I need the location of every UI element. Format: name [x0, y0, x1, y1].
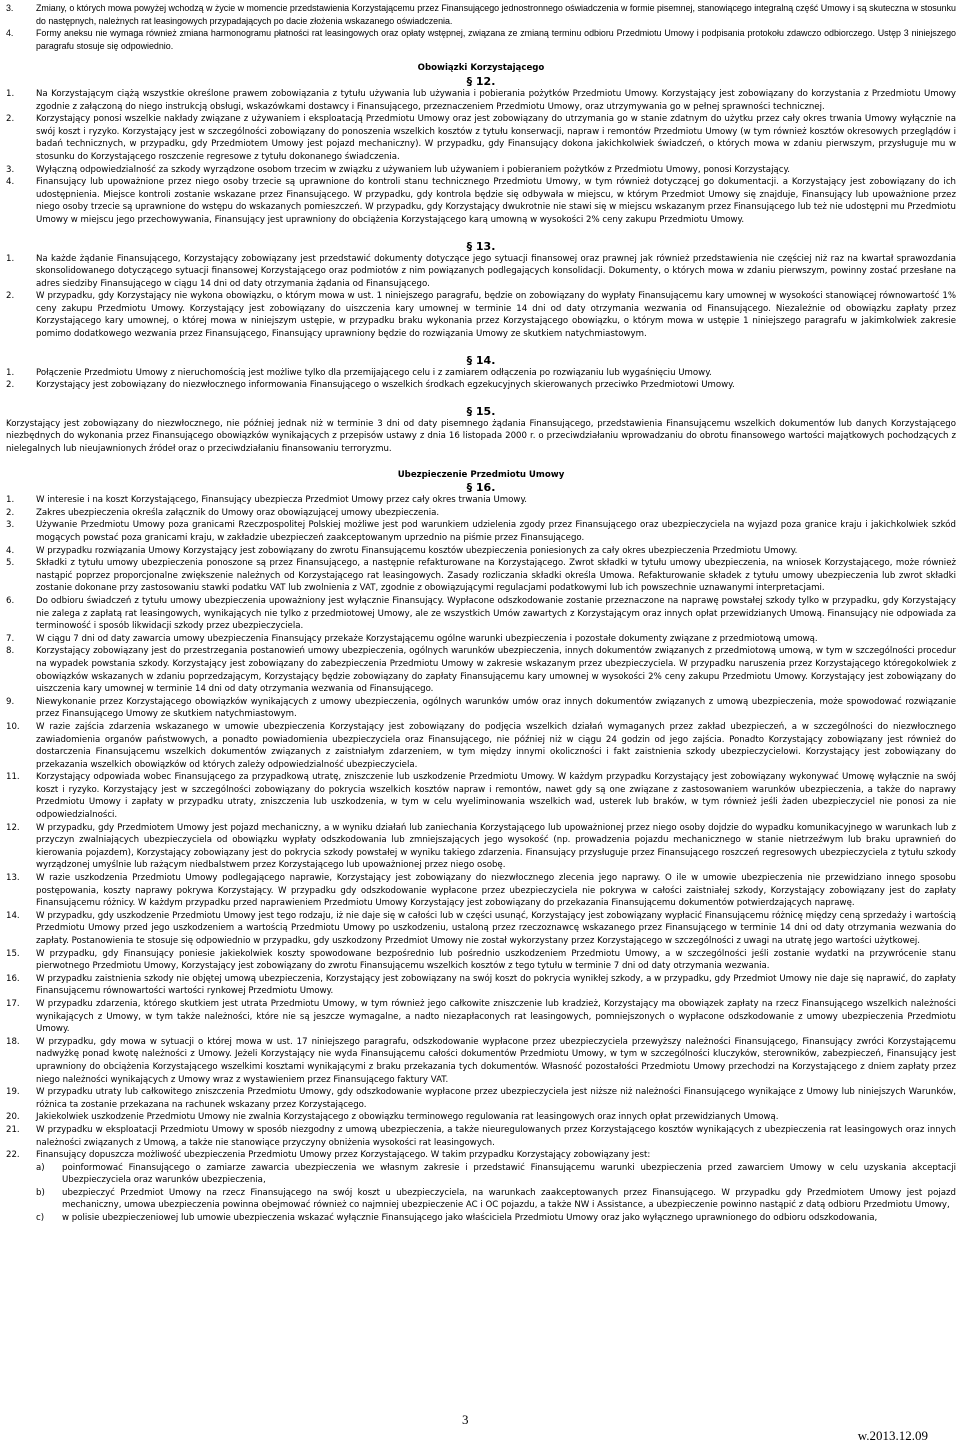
item-number: 2.	[6, 380, 15, 391]
item-text: W razie uszkodzenia Przedmiotu Umowy podlegającego naprawie, Korzystający jest zobowiązany do niezwłocznego zlecenia jego naprawy. O ile w umowie ubezpieczenia nie przewidziano innego sposobu postępowania, koszty naprawy pokrywa Korzystający. W przypadku gdy odszkodowanie wypłacone przez ubezpieczyciela nie pokrywa w całości zaistniałej szkody, Korzystający zobowiązany jest do zapłaty Finansującemu różnicy. W każdym przypadku przed naprawieniem Przedmiotu Umowy Korzystający jest zobowiązany do przekazania Finansującemu dokumentów potwierdzających naprawę.	[36, 873, 956, 909]
item-text: W przypadku, gdy mowa w sytuacji o której mowa w ust. 17 niniejszego paragrafu, odszkodowanie wypłacone przez ubezpieczyciela przewyższy należności Finansującego, Finansujący zwróci Korzystającemu nadwyżkę ponad kwotę należności z Umowy. Jeżeli Korzystający nie wyda Finansującemu całości dokumentów Przedmiotu Umowy, w tym w szczególności kluczyków, sterowników, zabezpieczeń, Finansujący jest uprawniony do obciążenia Korzystającego wszelkimi kosztami wynikającymi z braku przekazania tych dokumentów. Własność pozostałości Przedmiotu Umowy przechodzi na Korzystającego z dniem zapłaty przez niego należności wynikających z Umowy wraz z wystawieniem przez Finansującego faktury VAT.	[36, 1036, 956, 1085]
item-text: Połączenie Przedmiotu Umowy z nieruchomością jest możliwe tylko dla przemijającego celu i z zamiarem odłączenia po rozwiązaniu lub wygaśnięciu Umowy.	[36, 367, 712, 378]
item-number: 1.	[6, 495, 15, 506]
item-number: 8.	[6, 646, 15, 657]
section-15-text: Korzystający jest zobowiązany do niezwłocznego, nie później jednak niż w terminie 3 dni od daty pisemnego żądania Finansującego, przedstawienia Finansującemu wszelkich dokumentów lub danych Korzystającego niezbędnych do wykonania przez Finansującego obowiązków wynikających z przepisów ustawy z dnia 16 listopada 2000 r. o przeciwdziałaniu wprowadzaniu do obrotu finansowego wartości majątkowych pochodzących z nielegalnych lub nieujawnionych źródeł oraz o przeciwdziałaniu finansowaniu terroryzmu.	[6, 418, 956, 455]
list-item	[6, 494, 956, 507]
section-13-sign: § 13.	[466, 239, 496, 253]
item-text: W przypadku, gdy uszkodzenie Przedmiotu Umowy jest tego rodzaju, iż nie daje się w całości lub w części usunąć, Korzystający jest zobowiązany wypłacić Finansującemu różnicę między ceną sprzedaży i wartością Przedmiotu Umowy przed jego uszkodzeniem a wartością Przedmiotu Umowy po uszkodzeniu, ustaloną przez rzeczoznawcę wskazanego przez Finansującego w terminie 14 dni od daty otrzymania wezwania do zapłaty. Postanowienia te stosuje się odpowiednio w przypadku, gdy uszkodzony Przedmiot Umowy nie został wykorzystany przez Korzystającego w szczególności z uwagi na utratę jego wartości użytkowej.	[36, 910, 956, 946]
item-text: W przypadku zdarzenia, którego skutkiem jest utrata Przedmiotu Umowy, w tym również jego całkowite zniszczenie lub kradzież, Korzystający ma obowiązek zapłaty na rzecz Finansującego wszelkich należności wynikających z Umowy, w tym także należności, które nie są jeszcze wymagalne, a nadto niezapłaconych rat leasingowych, pomniejszonych o wypłacone odszkodowanie z umowy ubezpieczenia Przedmiotu Umowy.	[36, 998, 956, 1035]
item-text: poinformować Finansującego o zamiarze zawarcia ubezpieczenia we własnym zakresie i przedstawić Finansującemu warunki ubezpieczenia przed zawarciem Umowy w celu uzyskania akceptacji Ubezpieczyciela oraz warunków ubezpieczenia,	[62, 1162, 956, 1186]
document-body	[6, 2, 956, 1225]
section-13-list	[6, 253, 956, 341]
item-text: W przypadku w eksploatacji Przedmiotu Umowy w sposób niezgodny z umową ubezpieczenia, a także nieuregulowanych przez Korzystającego kosztów wynikających z ubezpieczenia rat leasingowych oraz innych należności związanych z Umową, a także nie stanowiące przyczyny obniżenia wysokości rat leasingowych.	[36, 1124, 956, 1148]
item-number: 18.	[6, 1036, 20, 1047]
list-item	[6, 367, 956, 380]
item-text: Zmiany, o których mowa powyżej wchodzą w życie w momencie przedstawienia Korzystającemu przez Finansującego jednostronnego oświadczenia w formie pisemnej, stanowiącego integralną część Umowy i są skuteczna w stosunku do następnych, należnych rat leasingowych przypadających po dacie złożenia wskazanego oświadczenia.	[36, 3, 956, 26]
sub-list-item	[6, 1212, 956, 1225]
section-12-sign: § 12.	[466, 74, 496, 88]
item-text: W przypadku, gdy Korzystający nie wykona obowiązku, o którym mowa w ust. 1 niniejszego paragrafu, będzie on zobowiązany do wypłaty Finansującemu kary umownej w wysokości stanowiącej równowartość 1% ceny zakupu Przedmiotu Umowy. Korzystający jest zobowiązany do uiszczenia kary umownej w terminie 14 dni od daty otrzymania wezwania od Finansującego. Niezależnie od obowiązku zapłaty przez Korzystającego kary umownej, o której mowa w niniejszym ustępie, w przypadku braku wykonania przez Korzystającego obowiązku, o którym mowa w ustępie 1 niniejszego paragrafu w jakimkolwiek zakresie pomimo dodatkowego wezwania przez Finansującego, Finansujący uprawniony będzie do rozwiązania Umowy ze skutkiem natychmiastowym.	[36, 291, 956, 340]
list-item	[6, 872, 956, 910]
item-number: 12.	[6, 822, 20, 833]
item-number: 9.	[6, 696, 15, 707]
item-text: Jakiekolwiek uszkodzenie Przedmiotu Umowy nie zwalnia Korzystającego z obowiązku terminowego regulowania rat leasingowych oraz innych opłat przewidzianych Umową.	[36, 1112, 779, 1123]
item-number: 17.	[6, 998, 20, 1009]
item-text: Formy aneksu nie wymaga również zmiana harmonogramu płatności rat leasingowych oraz opłaty wstępnej, związana ze zmianą terminu odbioru Przedmiotu Umowy i podpisania protokołu zdawczo odbiorczego. Ustęp 3 niniejszego paragrafu stosuje się odpowiednio.	[36, 28, 956, 51]
list-item	[6, 88, 956, 113]
item-number: 7.	[6, 633, 15, 644]
sub-list-item	[6, 1187, 956, 1212]
item-number: 13.	[6, 873, 20, 884]
document-version: w.2013.12.09	[857, 1428, 928, 1443]
list-item	[6, 1086, 956, 1111]
list-item	[6, 2, 956, 27]
list-item	[6, 519, 956, 544]
list-item	[6, 379, 956, 392]
item-text: Korzystający ponosi wszelkie nakłady związane z używaniem i eksploatacją Przedmiotu Umowy oraz jest zobowiązany do utrzymania go w stanie zdatnym do użytku przez cały okres trwania Umowy wyłącznie na swój koszt i ryzyko. Korzystający jest w szczególności zobowiązany do ponoszenia wszelkich kosztów z tytułu konserwacji, napraw i remontów Przedmiotu Umowy (w tym również kosztów okresowych przeglądów i badań technicznych, w przypadku, gdy Przedmiotem Umowy jest pojazd mechaniczny). W przypadku, gdy Finansujący dokona jakichkolwiek świadczeń, o których mowa w zdaniu pierwszym, przysługuje mu w stosunku do Korzystającego roszczenie regresowe z tytułu dokonanego świadczenia.	[36, 114, 956, 162]
item-letter: a)	[36, 1162, 45, 1173]
item-text: Wyłączną odpowiedzialność za szkody wyrządzone osobom trzecim w związku z używaniem lub używaniem i pobieraniem pożytków z Przedmiotu Umowy, ponosi Korzystający.	[36, 164, 791, 175]
list-item	[6, 545, 956, 558]
item-number: 5.	[6, 558, 15, 569]
item-text: Na Korzystającym ciążą wszystkie określone prawem zobowiązania z tytułu używania lub używania i pobierania pożytków Przedmiotu Umowy. Korzystający jest zobowiązany do korzystania z Przedmiotu Umowy zgodnie z załączoną do niego instrukcją obsługi, wskazówkami dostawcy i Finansującego, przeznaczeniem Przedmiotu Umowy, oraz utrzymywania go w pełnej sprawności technicznej.	[36, 88, 956, 112]
item-number: 20.	[6, 1112, 20, 1123]
item-text: Korzystający zobowiązany jest do przestrzegania postanowień umowy ubezpieczenia, ogólnych warunków ubezpieczenia, innych dokumentów związanych z przedmiotową umową, w tym w szczególności procedur na wypadek powstania szkody. Korzystający jest zobowiązany do zabezpieczenia Przedmiotu Umowy w zakresie wskazanym przez ubezpieczyciela. W przypadku naruszenia przez Korzystającego któregokolwiek z obowiązków wskazanych w zdaniu poprzedzającym, Korzystający będzie zobowiązany do zapłaty Finansującemu kary umownej w wysokości 2% ceny zakupu Przedmiotu Umowy. Korzystający jest zobowiązany do uiszczenia kary umownej w terminie 14 dni od daty otrzymania wezwania od Finansującego.	[36, 646, 956, 695]
item-text: Korzystający jest zobowiązany do niezwłocznego informowania Finansującego o wszelkich środkach egzekucyjnych skierowanych przeciwko Przedmiotowi Umowy.	[36, 380, 735, 391]
item-number: 1.	[6, 253, 15, 264]
list-item	[6, 253, 956, 291]
item-number: 1.	[6, 367, 15, 378]
item-text: W interesie i na koszt Korzystającego, Finansujący ubezpiecza Przedmiot Umowy przez cały okres trwania Umowy.	[36, 495, 528, 506]
item-number: 3.	[6, 3, 14, 13]
item-text: Do odbioru świadczeń z tytułu umowy ubezpieczenia upoważniony jest wyłącznie Finansujący. Wypłacone odszkodowanie zostanie przeznaczone na naprawę powstałej szkody tylko w przypadku, gdy Korzystający nie zalega z zapłatą rat leasingowych, wynikających nie tylko z przedmiotowej Umowy, ale ze wszystkich Umów zawartych z Korzystającym oraz innych opłat przewidzianych Umową. Finansujący nie odpowiada za terminowość i sposób likwidacji szkody przez ubezpieczyciela.	[36, 595, 956, 632]
list-item	[6, 290, 956, 340]
item-letter: b)	[36, 1187, 45, 1198]
item-number: 19.	[6, 1087, 20, 1098]
item-text: Składki z tytułu umowy ubezpieczenia ponoszone są przez Finansującego, a następnie refakturowane na Korzystającego. Zwrot składki w tytułu umowy ubezpieczenia, na wniosek Korzystającego, może również nastąpić poprzez proporcjonalne zwiększenie należnych od Korzystającego rat leasingowych. Zasady rozliczania składki określa Umowa. Refakturowanie składek z tytułu umowy ubezpieczenia lub zwrot składki zostanie dokonane przy zastosowaniu stawki podatku VAT lub zwolnienia z VAT, zgodnie z obowiązującymi regulacjami podatkowymi lub ich powszechnie uznawanymi interpretacjami.	[36, 558, 956, 594]
section-16-sublist	[6, 1162, 956, 1225]
item-number: 22.	[6, 1150, 20, 1161]
item-number: 3.	[6, 164, 15, 175]
item-text: Korzystający odpowiada wobec Finansującego za przypadkową utratę, zniszczenie lub uszkodzenie Przedmiotu Umowy. W każdym przypadku Korzystający jest zobowiązany wykonywać Umowę wyłącznie na swój koszt i ryzyko. Korzystający jest w szczególności zobowiązany do pokrycia wszelkich kosztów napraw i remontów, nawet gdy są one związane z zastosowaniem warunków ubezpieczenia, a także do naprawy Przedmiotu Umowy i zapłaty w przypadku utraty, zniszczenia lub uszkodzenia, w tym w celu wyeliminowania wszelkich wad, usterek lub braków, w tym również jeśli żaden ubezpieczyciel nie ponosi za nie odpowiedzialności.	[36, 772, 956, 821]
item-text: Używanie Przedmiotu Umowy poza granicami Rzeczpospolitej Polskiej możliwe jest pod warunkiem udzielenia zgody przez Finansującego oraz ubezpieczyciela na wyjazd poza granice kraju i jakichkolwiek szkód mogących powstać poza granicami kraju, w zakładzie ubezpieczeń zaakceptowanym uprzednio na piśmie przez Finansującego.	[36, 520, 956, 543]
section-14-list	[6, 367, 956, 392]
section-12-list	[6, 88, 956, 227]
item-text: W przypadku utraty lub całkowitego zniszczenia Przedmiotu Umowy, gdy odszkodowanie wypłacone przez ubezpieczyciela jest niższe niż należności Finansującego wynikające z Umowy lub niniejszych Warunków, różnica ta zostanie przekazana na rachunek wskazany przez Korzystającego.	[36, 1087, 956, 1110]
item-number: 14.	[6, 910, 20, 921]
item-number: 2.	[6, 507, 15, 518]
list-item	[6, 822, 956, 872]
list-item	[6, 633, 956, 646]
item-text: Finansujący lub upoważnione przez niego osoby trzecie są uprawnione do kontroli stanu technicznego Przedmiotu Umowy, w tym również dotyczącej go dokumentacji. a Korzystający jest zobowiązany do ich udostępnienia. Miejsce kontroli zostanie wskazane przez Finansującego. W przypadku, gdy kontrola będzie się odbywała w miejscu, w którym Przedmiot Umowy się znajduje, Finansujący lub upoważnione przez niego osoby trzecie są uprawnione do wstępu do wskazanych pomieszczeń. W przypadku, gdy Korzystający dwukrotnie nie stawi się w miejscu wskazanym przez Finansującego lub też nie udostępni mu Przedmiotu Umowy w miejscu jego przechowywania, Finansujący jest uprawniony do obciążenia Korzystającego karą umowną w wysokości 2% ceny zakupu Przedmiotu Umowy.	[36, 177, 956, 225]
item-text: Niewykonanie przez Korzystającego obowiązków wynikających z umowy ubezpieczenia, ogólnych warunków umów oraz innych dokumentów związanych z umową ubezpieczenia, może spowodować rozwiązanie przez Finansującego Umowy ze skutkiem natychmiastowym.	[36, 696, 956, 720]
item-number: 1.	[6, 88, 15, 99]
section-16-sign: § 16.	[466, 481, 496, 495]
item-text: Finansujący dopuszcza możliwość ubezpieczenia Przedmiotu Umowy przez Korzystającego. W takim przypadku Korzystający zobowiązany jest:	[36, 1150, 651, 1161]
list-item	[6, 507, 956, 520]
list-item	[6, 910, 956, 948]
item-text: Zakres ubezpieczenia określa załącznik do Umowy oraz obowiązującej umowy ubezpieczenia.	[36, 507, 440, 518]
item-text: w polisie ubezpieczeniowej lub umowie ubezpieczenia wskazać wyłącznie Finansującego jako właściciela Przedmiotu Umowy oraz jako wyłącznego uprawnionego do odbioru odszkodowania,	[62, 1213, 878, 1224]
list-item	[6, 164, 956, 177]
item-text: W razie zajścia zdarzenia wskazanego w umowie ubezpieczenia Korzystający jest zobowiązany do podjęcia wszelkich działań wymaganych przez zakład ubezpieczeń, a w szczególności do niezwłocznego zawiadomienia organów państwowych, a ponadto powiadomienia ubezpieczyciela oraz Finansującego, nie później niż w ciągu 24 godzin od jego zajścia. Ponadto Korzystający zobowiązany jest również do dostarczenia Finansującemu wszelkich dokumentów związanych z zaistniałym zdarzeniem, w tym między innymi okoliczności i fakt zaistnienia szkody ubezpieczycielowi. Korzystający jest zobowiązany do przekazania wszelkich obowiązków od których zależy odpowiedzialność ubezpieczyciela.	[36, 721, 956, 770]
list-item	[6, 1111, 956, 1124]
section-16-list	[6, 494, 956, 1161]
list-item	[6, 113, 956, 163]
item-number: 4.	[6, 28, 14, 39]
list-item	[6, 176, 956, 226]
item-text: W przypadku, gdy Przedmiotem Umowy jest pojazd mechaniczny, a w wyniku działań lub zaniechania Korzystającego lub upoważnionej przez niego osoby dojdzie do wypadku komunikacyjnego w warunkach lub z przyczyn zwalniających ubezpieczyciela od obowiązku wypłaty odszkodowania lub zmniejszających jego wysokość (np. prowadzenia pojazdu mechanicznego w stanie nietrzeźwym lub braku uprawnień do kierowania pojazdem), Korzystający zobowiązany jest do pokrycia szkody powstałej w wyniku takiego zdarzenia. Finansujący przysługuje przez Finansującego roszczeń regresowych ubezpieczyciela z tytułu szkody wyrządzonej umyślnie lub rażącym niedbalstwem przez Korzystającego lub upoważnionej przez niego osobę.	[36, 822, 956, 871]
item-text: Na każde żądanie Finansującego, Korzystający zobowiązany jest przedstawić dokumenty dotyczące jego sytuacji finansowej oraz prawnej jak również przedstawienia nie częściej niż raz na kwartał sprawozdania skonsolidowanego dotyczącego sytuacji finansowej Korzystającego oraz podmiotów z nim powiązanych podlegających konsolidacji. Dokumenty, o których mowa w zdaniu pierwszym, powinny zostać przesłane na adres siedziby Finansującego w ciągu 14 dni od daty otrzymania żądania od Finansującego.	[36, 253, 956, 289]
item-text: W przypadku, gdy Finansujący poniesie jakiekolwiek koszty spowodowane bezpośrednio lub pośrednio uszkodzeniem Przedmiotu Umowy, a w szczególności jeśli zostanie wydatki na przywrócenie stanu pierwotnego Przedmiotu Umowy, Korzystający jest zobowiązany do zwrotu Finansującemu wszelkich kosztów z tego tytułu w terminie 7 dni od daty otrzymania wezwania.	[36, 948, 956, 972]
item-number: 15.	[6, 948, 20, 959]
list-item	[6, 27, 956, 52]
list-item	[6, 645, 956, 695]
list-item	[6, 998, 956, 1036]
list-item	[6, 696, 956, 721]
list-item	[6, 1036, 956, 1086]
list-item	[6, 771, 956, 821]
intro-list	[6, 2, 956, 52]
list-item	[6, 595, 956, 633]
item-text: ubezpieczyć Przedmiot Umowy na rzecz Finansującego na swój koszt u ubezpieczyciela, na warunkach zaakceptowanych przez Finansującego. W przypadku gdy Przedmiotem Umowy jest pojazd mechaniczny, umowa ubezpieczenia powinna obejmować również co najmniej ubezpieczenie AC i OC pojazdu, a także NW i Assistance, a ubezpieczenie powinno nastąpić z datą odbioru Przedmiotu Umowy,	[62, 1187, 956, 1211]
list-item	[6, 721, 956, 771]
page-number: 3	[462, 1412, 469, 1427]
item-number: 4.	[6, 177, 15, 188]
list-item	[6, 1149, 956, 1162]
section-15-sign: § 15.	[466, 404, 496, 418]
section-16-title: Ubezpieczenie Przedmiotu Umowy	[397, 469, 565, 480]
item-number: 16.	[6, 973, 20, 984]
item-text: W przypadku rozwiązania Umowy Korzystający jest zobowiązany do zwrotu Finansującemu kosztów ubezpieczenia poniesionych za cały okres ubezpieczenia Przedmiotu Umowy.	[36, 545, 798, 556]
list-item	[6, 1124, 956, 1149]
list-item	[6, 557, 956, 595]
item-number: 2.	[6, 291, 15, 302]
section-14-sign: § 14.	[466, 353, 496, 367]
item-number: 2.	[6, 114, 15, 125]
item-number: 10.	[6, 721, 20, 732]
section-12-title: Obowiązki Korzystającego	[417, 63, 545, 74]
item-letter: c)	[36, 1213, 45, 1224]
item-text: W ciągu 7 dni od daty zawarcia umowy ubezpieczenia Finansujący przekaże Korzystającemu ogólne warunki ubezpieczenia i pozostałe dokumenty związane z przedmiotową umową.	[36, 633, 818, 644]
item-number: 4.	[6, 545, 15, 556]
item-text: W przypadku zaistnienia szkody nie objętej umową ubezpieczenia, Korzystający jest zobowiązany na swój koszt do pokrycia wynikłej szkody, a w przypadku, gdy Przedmiot Umowy nie daje się naprawić, do zapłaty Finansującemu równowartości wartości rynkowej Przedmiotu Umowy.	[36, 973, 956, 997]
item-number: 21.	[6, 1124, 20, 1135]
item-number: 3.	[6, 520, 15, 531]
list-item	[6, 948, 956, 973]
sub-list-item	[6, 1162, 956, 1187]
list-item	[6, 973, 956, 998]
item-number: 11.	[6, 772, 20, 783]
item-number: 6.	[6, 595, 15, 606]
